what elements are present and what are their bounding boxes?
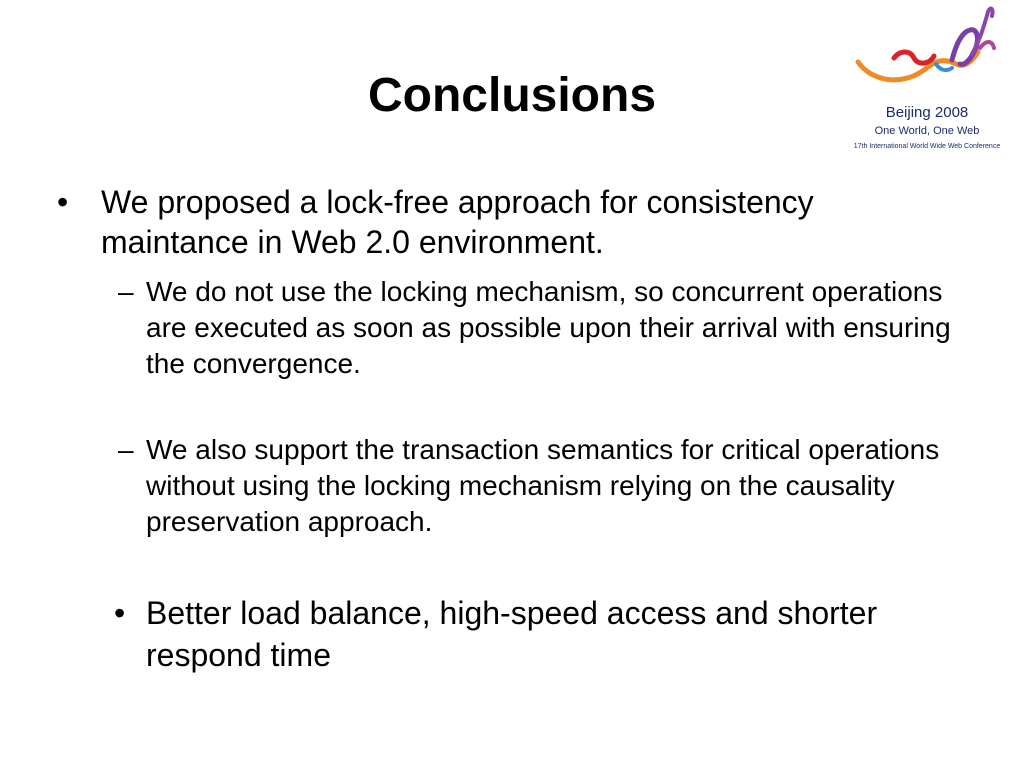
- logo-slogan: One World, One Web: [874, 125, 980, 137]
- slide-title: Conclusions: [367, 69, 657, 122]
- bullet-text: We proposed a lock-free approach for consistency maintance in Web 2.0 environment.: [101, 184, 814, 260]
- sub-bullet-marker: –: [118, 276, 134, 307]
- sub-bullet-marker: –: [118, 434, 134, 465]
- logo-title: Beijing 2008: [885, 104, 969, 121]
- bullet-marker: •: [114, 595, 126, 631]
- bullet-text: Better load balance, high-speed access and shorter respond time: [146, 595, 878, 673]
- sub-bullet-text: We also support the transaction semantics for critical operations without using the locking mechanism relying on the causality preservation approach.: [146, 434, 940, 537]
- bullet-marker: •: [57, 184, 69, 220]
- sub-bullet-text: We do not use the locking mechanism, so concurrent operations are executed as soon as possible upon their arrival with ensuring the convergence.: [146, 276, 951, 379]
- conference-logo: [830, 0, 1024, 165]
- ribbon-logo-icon: [844, 0, 1014, 100]
- logo-conference-name: 17th International World Wide Web Conference: [853, 143, 1001, 150]
